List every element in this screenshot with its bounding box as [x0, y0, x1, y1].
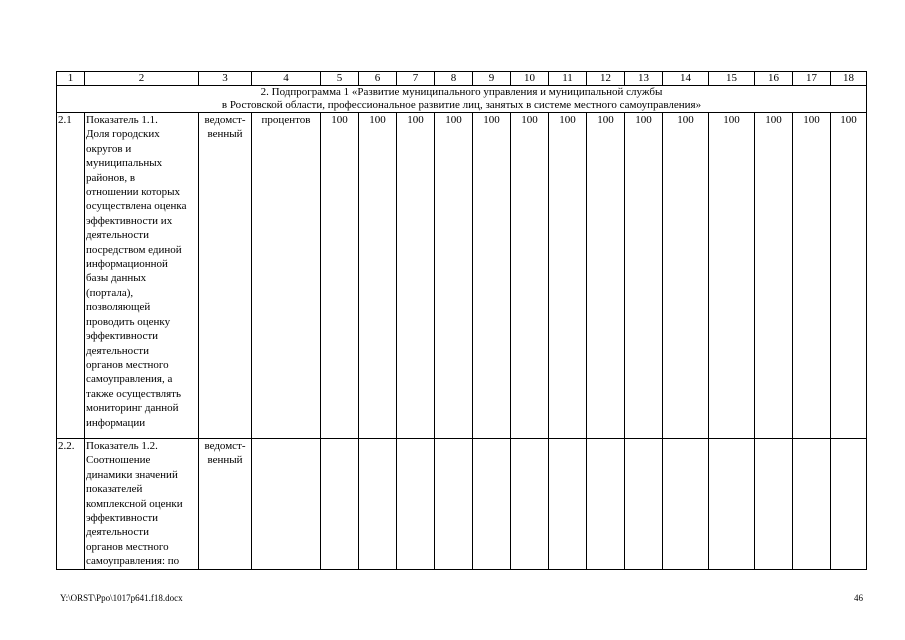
page-number: 46 [854, 593, 863, 603]
indicator-name-line: эффективности [86, 512, 159, 525]
value-cell [359, 439, 397, 570]
indicator-type-cell [199, 113, 252, 439]
indicator-name-line: Соотношение [86, 454, 151, 467]
value-cell [709, 439, 755, 570]
indicator-name-line: самоуправления: по [86, 555, 180, 568]
value-cell: 100 [549, 113, 587, 439]
section-title-line2: в Ростовской области, профессиональное развитие лиц, занятых в системе местного самоуправления» [221, 99, 702, 111]
indicator-type-cell [199, 439, 252, 570]
indicator-type-line: ведомст- [204, 440, 246, 452]
document-path: Y:\ORST\Ppo\1017p641.f18.docx [60, 593, 183, 603]
column-number-cell: 13 [625, 72, 663, 86]
column-number-cell: 15 [709, 72, 755, 86]
indicator-name-cell [85, 113, 199, 439]
section-title [57, 86, 867, 113]
value-cell [397, 439, 435, 570]
indicator-name-line: динамики значений [86, 468, 178, 481]
column-number-cell: 12 [587, 72, 625, 86]
column-number-cell: 14 [663, 72, 709, 86]
value-cell: 100 [831, 113, 867, 439]
indicator-name-line: информационной [86, 258, 168, 271]
value-cell: 100 [473, 113, 511, 439]
column-number-cell: 11 [549, 72, 587, 86]
indicator-name-line: показателей [86, 483, 143, 496]
indicator-name-line: посредством единой [86, 243, 182, 256]
indicator-name-line: информации [86, 416, 146, 429]
value-cell: 100 [359, 113, 397, 439]
value-cell: 100 [321, 113, 359, 439]
value-cell [755, 439, 793, 570]
indicator-name-line: районов, в [86, 171, 136, 184]
value-cell [549, 439, 587, 570]
section-title-line1: 2. Подпрограмма 1 «Развитие муниципального управления и муниципальной службы [260, 86, 663, 98]
value-cell [831, 439, 867, 570]
indicator-name-line: Доля городских [86, 128, 160, 141]
column-number-cell: 3 [199, 72, 252, 86]
indicator-name-line: отношении которых [86, 186, 181, 199]
indicator-name-line: деятельности [86, 526, 149, 539]
indicator-name-line: эффективности их [86, 214, 173, 227]
table-row [57, 439, 867, 570]
value-cell: 100 [397, 113, 435, 439]
value-cell: 100 [793, 113, 831, 439]
column-number-cell: 1 [57, 72, 85, 86]
column-number-cell: 9 [473, 72, 511, 86]
indicator-name-line: деятельности [86, 344, 149, 357]
value-cell: 100 [709, 113, 755, 439]
value-cell: 100 [587, 113, 625, 439]
column-number-cell: 5 [321, 72, 359, 86]
indicator-name-line: округов и [86, 142, 132, 155]
indicator-name-line: эффективности [86, 330, 159, 343]
row-number-cell: 2.1 [57, 113, 85, 439]
indicator-name-line: (портала), [86, 286, 134, 299]
value-cell: 100 [625, 113, 663, 439]
table-row [57, 113, 867, 439]
value-cell: 100 [511, 113, 549, 439]
column-number-cell: 16 [755, 72, 793, 86]
value-cell [625, 439, 663, 570]
value-cell [435, 439, 473, 570]
column-number-cell: 8 [435, 72, 473, 86]
indicator-name-line: муниципальных [86, 157, 163, 170]
column-number-cell: 17 [793, 72, 831, 86]
indicator-name-line: позволяющей [86, 301, 151, 314]
row-number-cell: 2.2. [57, 439, 85, 570]
column-number-cell: 18 [831, 72, 867, 86]
indicator-type-line: ведомст- [204, 114, 246, 126]
value-cell [511, 439, 549, 570]
column-number-cell: 4 [252, 72, 321, 86]
column-number-cell: 6 [359, 72, 397, 86]
value-cell: 100 [755, 113, 793, 439]
column-number-cell: 7 [397, 72, 435, 86]
value-cell [663, 439, 709, 570]
column-number-cell: 2 [85, 72, 199, 86]
indicator-name-line: комплексной оценки [86, 497, 183, 510]
indicator-name-line: органов местного [86, 358, 169, 371]
indicator-name-line: органов местного [86, 540, 169, 553]
indicator-name-line: осуществлена оценка [86, 200, 187, 213]
column-number-row [57, 72, 867, 86]
indicator-name-line: деятельности [86, 229, 149, 242]
indicator-name-cell [85, 439, 199, 570]
indicator-type-line: венный [207, 128, 243, 141]
unit-cell: процентов [252, 113, 321, 439]
indicators-table [56, 71, 867, 570]
value-cell [473, 439, 511, 570]
value-cell [793, 439, 831, 570]
indicator-name-line: Показатель 1.1. [86, 114, 158, 126]
value-cell [321, 439, 359, 570]
unit-cell [252, 439, 321, 570]
indicator-name-line: мониторинг данной [86, 402, 179, 415]
value-cell [587, 439, 625, 570]
section-row [57, 86, 867, 113]
indicator-name-line: самоуправления, а [86, 373, 173, 386]
column-number-cell: 10 [511, 72, 549, 86]
indicator-name-line: проводить оценку [86, 315, 171, 328]
indicator-name-line: базы данных [86, 272, 147, 285]
value-cell: 100 [435, 113, 473, 439]
indicator-type-line: венный [207, 454, 243, 467]
indicator-name-line: Показатель 1.2. [86, 440, 158, 452]
indicator-name-line: также осуществлять [86, 387, 182, 400]
value-cell: 100 [663, 113, 709, 439]
